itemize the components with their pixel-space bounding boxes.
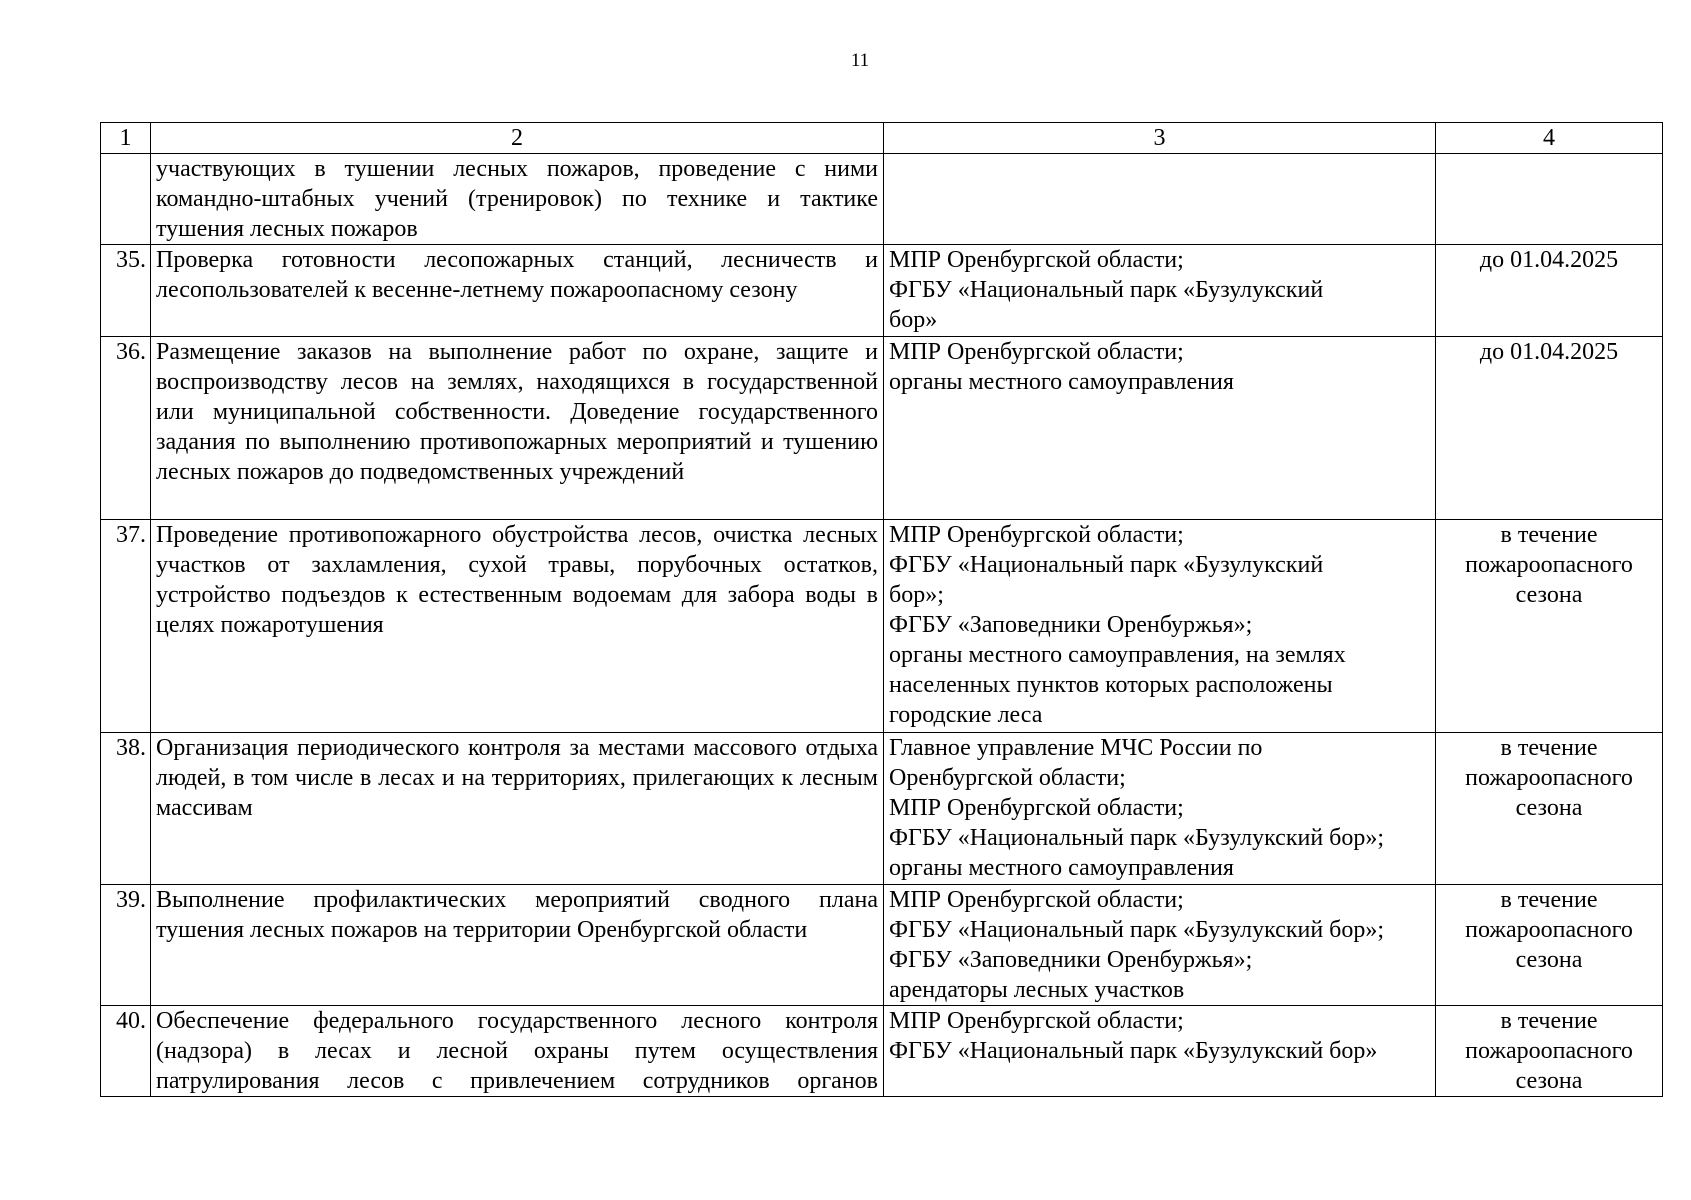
responsible-executors (884, 520, 1436, 733)
deadline (1436, 520, 1663, 733)
row-number: 37. (101, 520, 151, 733)
executor-line: МПР Оренбургской области; (889, 247, 1184, 273)
executor-line: органы местного самоуправления (889, 855, 1234, 881)
deadline (1436, 733, 1663, 885)
executor-line: МПР Оренбургской области; (889, 522, 1184, 548)
deadline-line: сезона (1515, 1068, 1583, 1094)
deadline-line: пожароопасного (1465, 552, 1633, 578)
measure-description: Организация периодического контроля за местами массового отдыха людей, в том числе в лесах и на территориях, прилегающих к лесным массивам (151, 733, 884, 885)
deadline-line: до 01.04.2025 (1479, 339, 1619, 365)
table-row (101, 733, 1663, 885)
column-header: 4 (1436, 123, 1663, 154)
table-row (101, 337, 1663, 520)
row-number: 36. (101, 337, 151, 520)
row-number (101, 154, 151, 245)
executor-line: ФГБУ «Национальный парк «Бузулукский бор»; (889, 825, 1385, 851)
deadline-line: сезона (1515, 947, 1583, 973)
deadline-line: до 01.04.2025 (1479, 247, 1619, 273)
responsible-executors (884, 733, 1436, 885)
executor-line: МПР Оренбургской области; (889, 339, 1184, 365)
table-header-row (101, 123, 1663, 154)
responsible-executors (884, 245, 1436, 337)
measure-description: Проверка готовности лесопожарных станций, лесничеств и лесопользователей к весенне-летнему пожароопасному сезону (151, 245, 884, 337)
deadline-line: в течение (1500, 1008, 1598, 1034)
measure-description-line: командно-штабных учений (тренировок) по технике и тактике (156, 186, 878, 212)
executor-line: населенных пунктов которых расположены (889, 672, 1333, 698)
executor-line: ФГБУ «Национальный парк «Бузулукский бор»; (889, 917, 1385, 943)
table-row-continuation (101, 154, 1663, 245)
executor-line: ФГБУ «Национальный парк «Бузулукский бор» (889, 1038, 1378, 1064)
deadline-line: пожароопасного (1465, 765, 1633, 791)
executor-line: бор» (889, 307, 938, 333)
column-header: 1 (101, 123, 151, 154)
deadline-line: сезона (1515, 795, 1583, 821)
column-header: 2 (151, 123, 884, 154)
deadline (1436, 154, 1663, 245)
page-number: 11 (850, 50, 870, 71)
executor-line: Главное управление МЧС России по (889, 735, 1263, 761)
measure-description-line: тушения лесных пожаров (156, 216, 418, 242)
executor-line: ФГБУ «Заповедники Оренбуржья»; (889, 947, 1253, 973)
executor-line: органы местного самоуправления, на землях (889, 642, 1346, 668)
executor-line: ФГБУ «Национальный парк «Бузулукский (889, 552, 1324, 578)
deadline-line: в течение (1500, 735, 1598, 761)
row-number: 39. (101, 885, 151, 1006)
deadline-line: пожароопасного (1465, 1038, 1633, 1064)
responsible-executors (884, 337, 1436, 520)
responsible-executors (884, 154, 1436, 245)
measure-description (151, 154, 884, 245)
executor-line: МПР Оренбургской области; (889, 795, 1184, 821)
measure-description: Выполнение профилактических мероприятий сводного плана тушения лесных пожаров на территории Оренбургской области (151, 885, 884, 1006)
executor-line: арендаторы лесных участков (889, 977, 1185, 1003)
executor-line: ФГБУ «Заповедники Оренбуржья»; (889, 612, 1253, 638)
deadline (1436, 885, 1663, 1006)
executor-line: органы местного самоуправления (889, 369, 1234, 395)
executor-line: ФГБУ «Национальный парк «Бузулукский (889, 277, 1324, 303)
deadline-line: сезона (1515, 582, 1583, 608)
table-row (101, 885, 1663, 1006)
deadline-line: в течение (1500, 887, 1598, 913)
executor-line: МПР Оренбургской области; (889, 887, 1184, 913)
measure-description: Размещение заказов на выполнение работ по охране, защите и воспроизводству лесов на землях, находящихся в государственной или муниципальной собственности. Доведение государственного задания по выполнению противопожарных мероприятий и тушению лесных пожаров до подведомственных учреждений (151, 337, 884, 520)
measures-table (100, 122, 1663, 1097)
responsible-executors (884, 1006, 1436, 1097)
executor-line: городские леса (889, 702, 1043, 728)
table-row (101, 520, 1663, 733)
column-header: 3 (884, 123, 1436, 154)
executor-line: Оренбургской области; (889, 765, 1126, 791)
measure-description: Проведение противопожарного обустройства лесов, очистка лесных участков от захламления, сухой травы, порубочных остатков, устройство подъездов к естественным водоемам для забора воды в целях пожаротушения (151, 520, 884, 733)
deadline-line: пожароопасного (1465, 917, 1633, 943)
deadline (1436, 245, 1663, 337)
row-number: 40. (101, 1006, 151, 1097)
responsible-executors (884, 885, 1436, 1006)
measure-description: Обеспечение федерального государственного лесного контроля (надзора) в лесах и лесной охраны путем осуществления патрулирования лесов с привлечением сотрудников органов (151, 1006, 884, 1097)
table-row (101, 1006, 1663, 1097)
deadline-line: в течение (1500, 522, 1598, 548)
deadline (1436, 337, 1663, 520)
table-row (101, 245, 1663, 337)
measure-description-line: участвующих в тушении лесных пожаров, проведение с ними (156, 156, 878, 182)
executor-line: МПР Оренбургской области; (889, 1008, 1184, 1034)
deadline (1436, 1006, 1663, 1097)
executor-line: бор»; (889, 582, 944, 608)
row-number: 35. (101, 245, 151, 337)
row-number: 38. (101, 733, 151, 885)
